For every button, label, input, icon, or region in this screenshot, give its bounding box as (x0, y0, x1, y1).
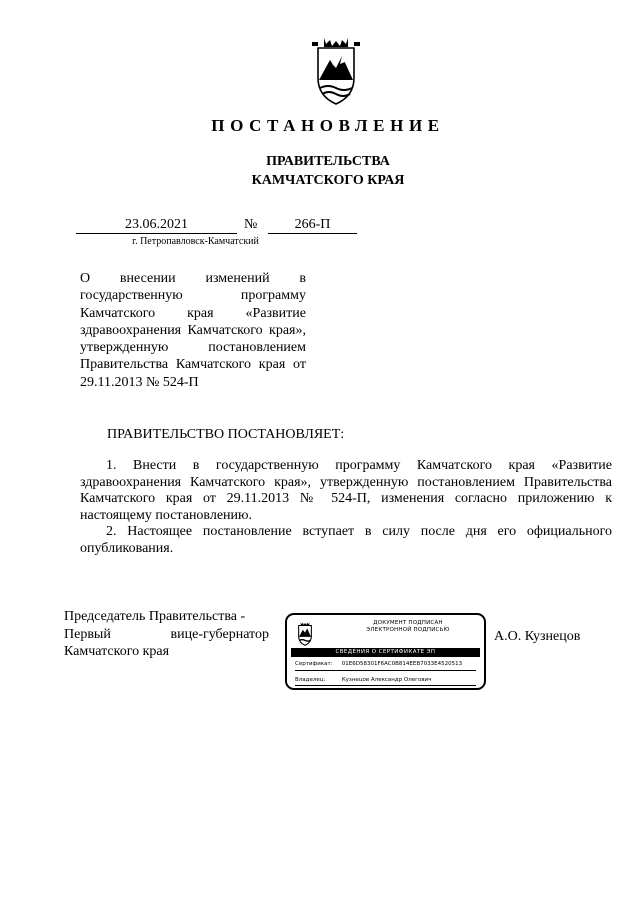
subject-text: О внесении изменений в государственную программу Камчатского края «Развитие здравоохранения Камчатского края», утвержденную постановлением Правительства Камчатского края от 29.11.2013 № 524-П (80, 271, 306, 390)
cert-label: Сертификат: (295, 661, 333, 667)
document-number: 266-П (268, 217, 357, 234)
number-sign: № (244, 217, 258, 232)
stamp-line-2: ЭЛЕКТРОННОЙ ПОДПИСЬЮ (366, 627, 450, 633)
coat-of-arms-icon (310, 38, 362, 106)
document-date: 23.06.2021 (76, 217, 237, 234)
stamp-owner-row (295, 677, 479, 684)
item-2: 2. Настоящее постановление вступает в силу после дня его официального опубликования. (80, 524, 612, 556)
issuer-line-2: КАМЧАТСКОГО КРАЯ (251, 173, 405, 188)
stamp-header (333, 620, 483, 634)
signer-name: А.О. Кузнецов (494, 629, 581, 644)
decrees-heading: ПРАВИТЕЛЬСТВО ПОСТАНОВЛЯЕТ: (107, 427, 345, 442)
cert-value: 01E6D58301F6AC0B814EEB7033E4520513 (341, 661, 463, 667)
stamp-cert-row (295, 661, 479, 668)
signer-post-line-1: Председатель Правительства - (64, 609, 246, 624)
signer-post-line-2 (64, 626, 269, 644)
stamp-line-1: ДОКУМЕНТ ПОДПИСАН (373, 620, 443, 626)
stamp-emblem-icon (295, 622, 315, 646)
owner-value: Кузнецов Александр Олегович (341, 677, 432, 683)
signer-post-line-2a: Первый (64, 626, 111, 642)
document-type-title: ПОСТАНОВЛЕНИЕ (211, 116, 445, 135)
owner-label: Владелец: (295, 677, 326, 683)
electronic-signature-stamp (285, 613, 486, 690)
signer-post-line-2b: вице-губернатор (170, 626, 269, 642)
signer-post-line-3: Камчатского края (64, 644, 170, 659)
city-label: г. Петропавловск-Камчатский (132, 236, 259, 247)
document-subject (80, 270, 306, 391)
document-body (80, 458, 612, 557)
issuer-line-1: ПРАВИТЕЛЬСТВА (266, 154, 390, 169)
signer-position (64, 608, 269, 661)
item-1: 1. Внести в государственную программу Камчатского края «Развитие здравоохранения Камчатского края», утвержденную постановлением Правительства Камчатского края от 29.11.2013 № 524-П, изменения согласно приложению к настоящему постановлению. (80, 458, 612, 523)
stamp-banner: СВЕДЕНИЯ О СЕРТИФИКАТЕ ЭП (291, 648, 480, 657)
issuer-title (0, 152, 640, 190)
stamp-divider-1 (295, 670, 476, 671)
stamp-divider-2 (295, 685, 476, 686)
